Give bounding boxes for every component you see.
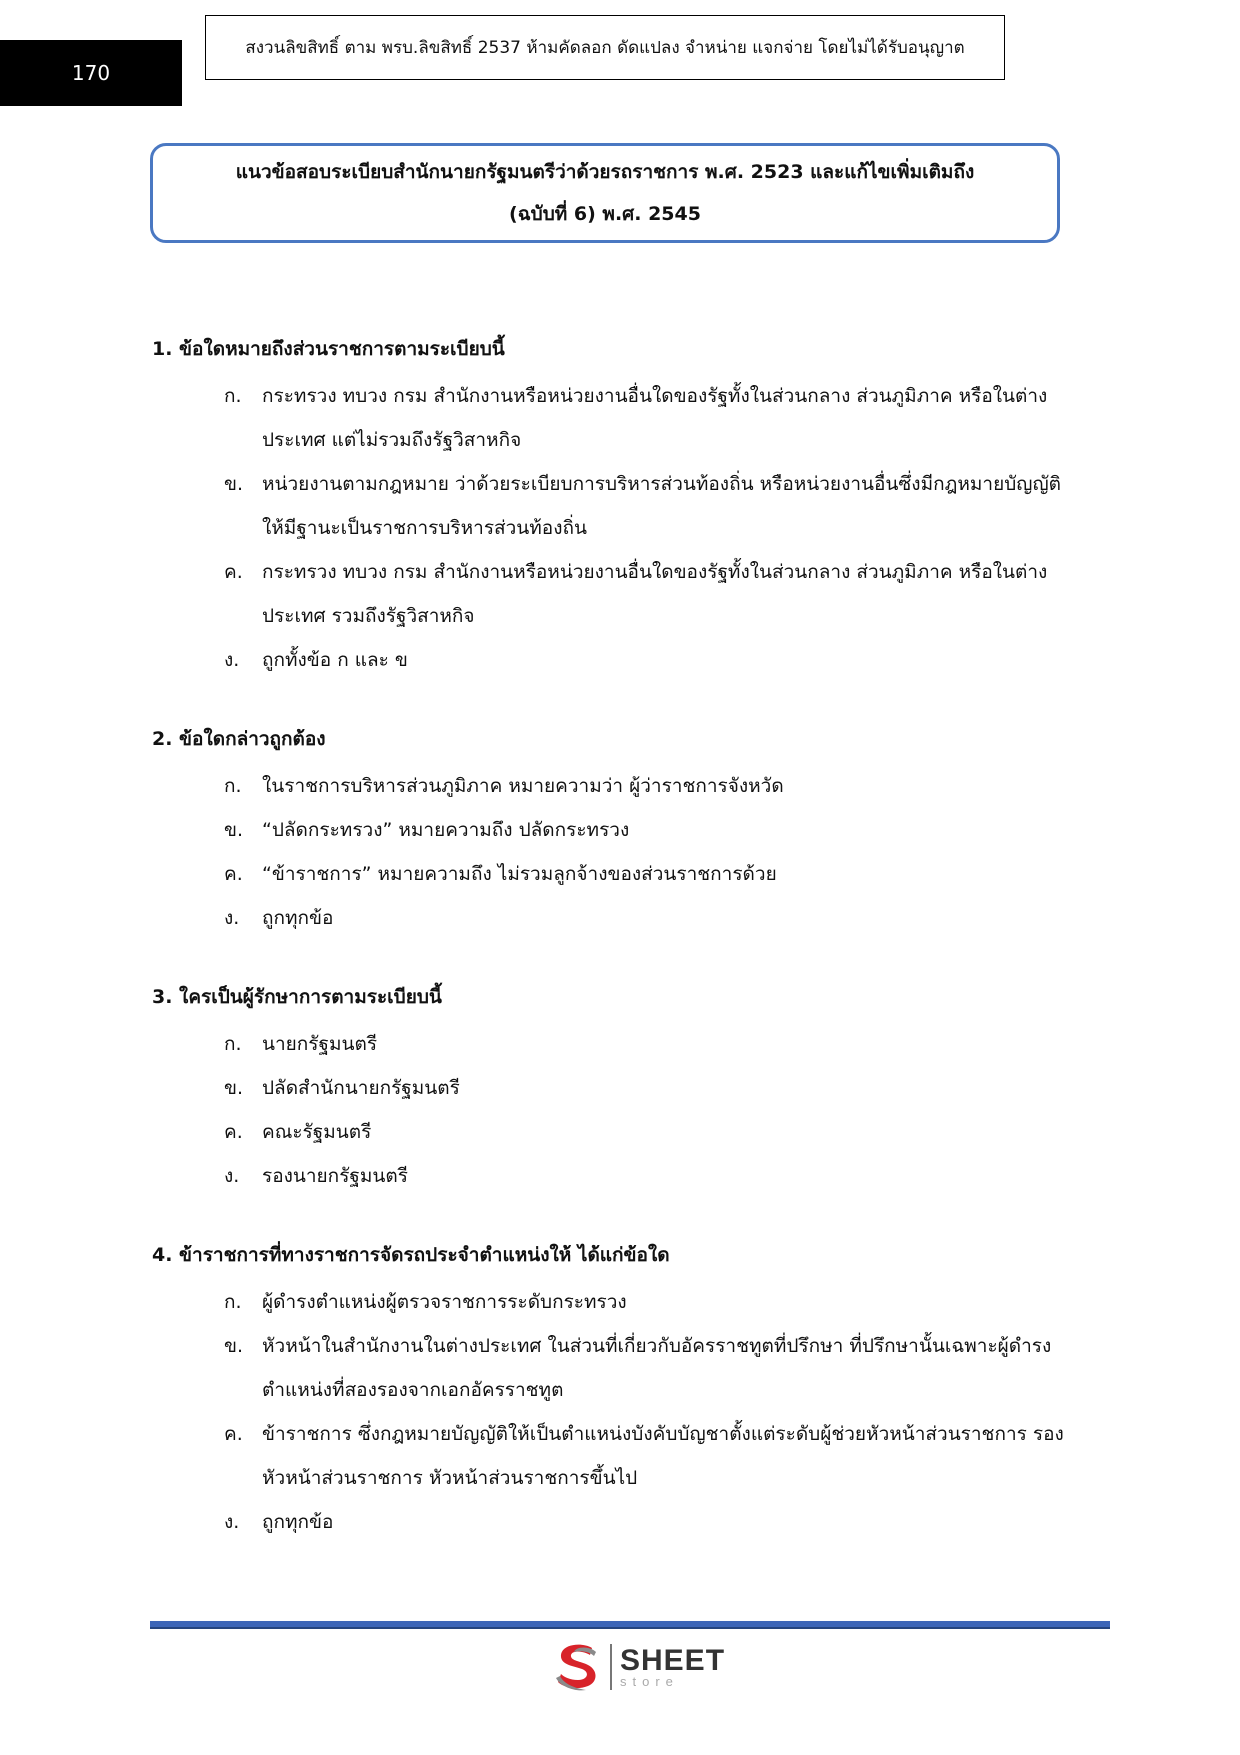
option-a <box>152 764 1072 808</box>
question-2 <box>152 720 1072 940</box>
option-label: ค. <box>224 1423 243 1445</box>
footer-divider <box>150 1621 1110 1629</box>
option-text: ถูกทั้งข้อ ก และ ข <box>262 649 408 671</box>
option-label: ก. <box>224 1033 242 1055</box>
option-text: หัวหน้าในสำนักงานในต่างประเทศ ในส่วนที่เกี่ยวกับอัครราชทูตที่ปรึกษา ที่ปรึกษานั้นเฉพาะผู้ดำรงตำแหน่งที่สองรองจากเอกอัครราชทูต <box>262 1335 1052 1401</box>
option-text: ผู้ดำรงตำแหน่งผู้ตรวจราชการระดับกระทรวง <box>262 1291 627 1313</box>
option-label: ง. <box>224 1511 240 1533</box>
option-b <box>152 462 1072 550</box>
copyright-notice: สงวนลิขสิทธิ์ ตาม พรบ.ลิขสิทธิ์ 2537 ห้ามคัดลอก ดัดแปลง จำหน่าย แจกจ่าย โดยไม่ได้รับอนุญาต <box>205 15 1005 80</box>
question-1 <box>152 330 1072 682</box>
page-title-line2: (ฉบับที่ 6) พ.ศ. 2545 <box>509 203 701 225</box>
option-text: กระทรวง ทบวง กรม สำนักงานหรือหน่วยงานอื่นใดของรัฐทั้งในส่วนกลาง ส่วนภูมิภาค หรือในต่างประเทศ รวมถึงรัฐวิสาหกิจ <box>262 561 1048 627</box>
option-text: ข้าราชการ ซึ่งกฎหมายบัญญัติให้เป็นตำแหน่งบังคับบัญชาตั้งแต่ระดับผู้ช่วยหัวหน้าส่วนราชการ รองหัวหน้าส่วนราชการ หัวหน้าส่วนราชการขึ้นไป <box>262 1423 1064 1489</box>
logo-main-text: SHEET <box>620 1644 726 1677</box>
question-3 <box>152 978 1072 1198</box>
question-4 <box>152 1236 1072 1544</box>
option-text: คณะรัฐมนตรี <box>262 1121 372 1143</box>
sheet-store-logo <box>552 1640 725 1694</box>
option-b <box>152 808 1072 852</box>
option-d <box>152 638 1072 682</box>
option-text: ถูกทุกข้อ <box>262 1511 334 1533</box>
option-a <box>152 1280 1072 1324</box>
question-title: 4. ข้าราชการที่ทางราชการจัดรถประจำตำแหน่งให้ ได้แก่ข้อใด <box>152 1244 670 1266</box>
question-title: 1. ข้อใดหมายถึงส่วนราชการตามระเบียบนี้ <box>152 338 505 360</box>
option-a <box>152 1022 1072 1066</box>
option-label: ก. <box>224 1291 242 1313</box>
option-label: ง. <box>224 649 240 671</box>
logo-separator <box>610 1644 612 1690</box>
option-label: ข. <box>224 1077 244 1099</box>
question-title: 3. ใครเป็นผู้รักษาการตามระเบียบนี้ <box>152 986 442 1008</box>
option-label: ค. <box>224 1121 243 1143</box>
option-text: รองนายกรัฐมนตรี <box>262 1165 408 1187</box>
option-text: นายกรัฐมนตรี <box>262 1033 378 1055</box>
logo-sub-text: store <box>620 1674 679 1689</box>
option-d <box>152 1500 1072 1544</box>
option-label: ก. <box>224 385 242 407</box>
title-box <box>150 143 1060 243</box>
option-label: ก. <box>224 775 242 797</box>
option-c <box>152 1412 1072 1500</box>
option-b <box>152 1066 1072 1110</box>
page-number: 170 <box>0 40 182 106</box>
question-title: 2. ข้อใดกล่าวถูกต้อง <box>152 728 326 750</box>
option-d <box>152 896 1072 940</box>
option-text: “ข้าราชการ” หมายความถึง ไม่รวมลูกจ้างของส่วนราชการด้วย <box>262 863 777 885</box>
option-d <box>152 1154 1072 1198</box>
option-c <box>152 852 1072 896</box>
option-a <box>152 374 1072 462</box>
option-text: ปลัดสำนักนายกรัฐมนตรี <box>262 1077 460 1099</box>
option-b <box>152 1324 1072 1412</box>
logo-text <box>620 1646 725 1688</box>
option-label: ง. <box>224 1165 240 1187</box>
option-label: ข. <box>224 473 244 495</box>
option-text: ในราชการบริหารส่วนภูมิภาค หมายความว่า ผู้ว่าราชการจังหวัด <box>262 775 784 797</box>
option-label: ข. <box>224 819 244 841</box>
option-label: ค. <box>224 863 243 885</box>
option-text: “ปลัดกระทรวง” หมายความถึง ปลัดกระทรวง <box>262 819 630 841</box>
sheet-store-s-logo-icon <box>552 1640 604 1694</box>
option-text: ถูกทุกข้อ <box>262 907 334 929</box>
option-c <box>152 550 1072 638</box>
option-label: ข. <box>224 1335 244 1357</box>
option-text: หน่วยงานตามกฎหมาย ว่าด้วยระเบียบการบริหารส่วนท้องถิ่น หรือหน่วยงานอื่นซึ่งมีกฎหมายบัญญัติให้มีฐานะเป็นราชการบริหารส่วนท้องถิ่น <box>262 473 1061 539</box>
question-list <box>152 330 1072 1582</box>
option-label: ค. <box>224 561 243 583</box>
option-label: ง. <box>224 907 240 929</box>
option-c <box>152 1110 1072 1154</box>
page-title-line1: แนวข้อสอบระเบียบสำนักนายกรัฐมนตรีว่าด้วยรถราชการ พ.ศ. 2523 และแก้ไขเพิ่มเติมถึง <box>235 161 975 183</box>
option-text: กระทรวง ทบวง กรม สำนักงานหรือหน่วยงานอื่นใดของรัฐทั้งในส่วนกลาง ส่วนภูมิภาค หรือในต่างประเทศ แต่ไม่รวมถึงรัฐวิสาหกิจ <box>262 385 1048 451</box>
